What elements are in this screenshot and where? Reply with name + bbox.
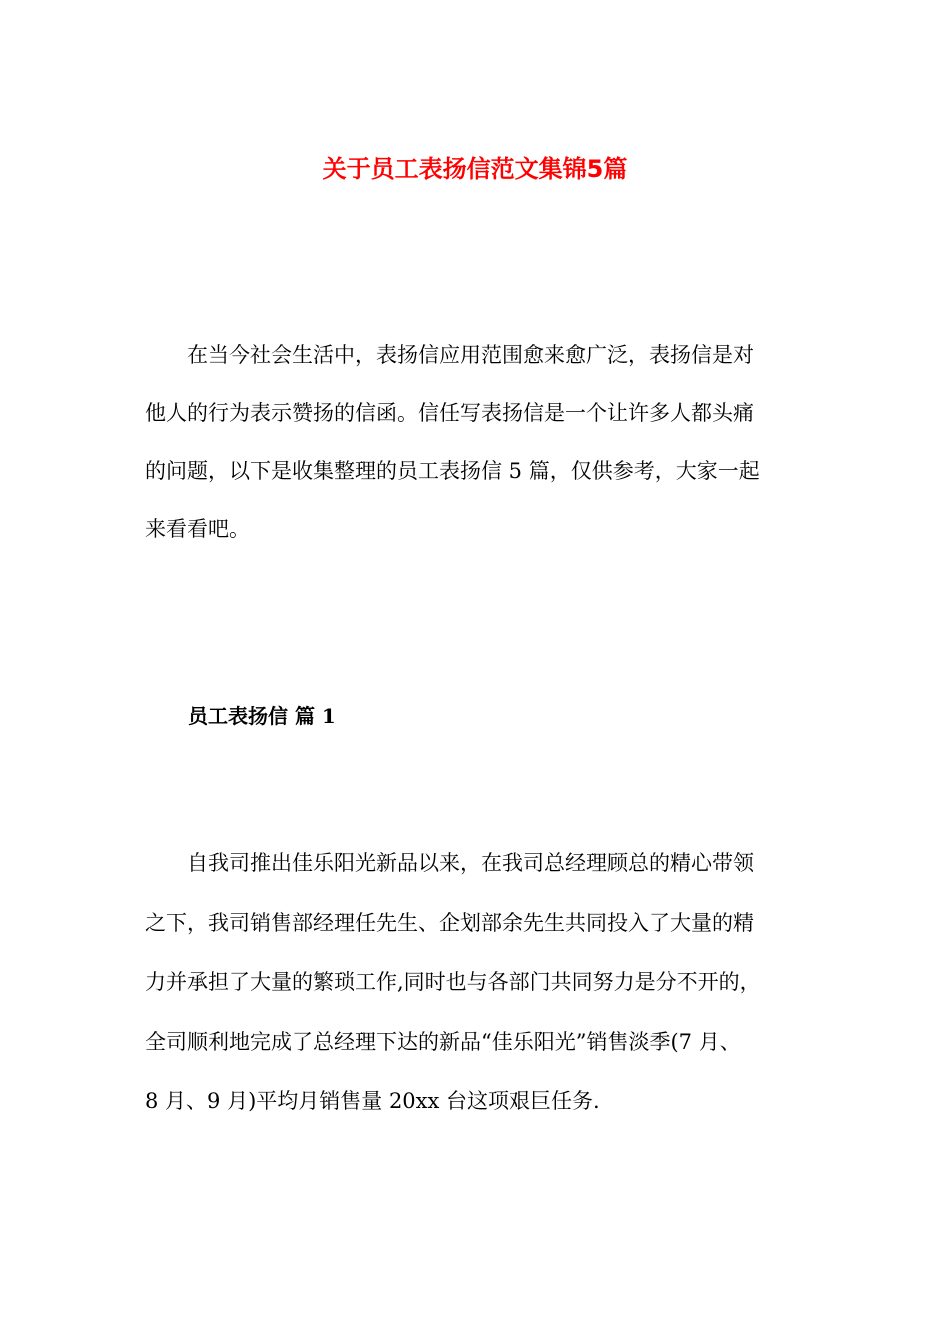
intro-line: 来看看吧。 bbox=[145, 517, 250, 541]
intro-line: 他人的行为表示赞扬的信函。信任写表扬信是一个让许多人都头痛 bbox=[145, 401, 754, 425]
section-line: 之下，我司销售部经理任先生、企划部余先生共同投入了大量的精 bbox=[145, 910, 754, 935]
section-line: 全司顺利地完成了总经理下达的新品“佳乐阳光”销售淡季(7 月、 bbox=[145, 1029, 741, 1054]
section-heading: 员工表扬信 篇 1 bbox=[188, 704, 336, 728]
section-line: 8 月、9 月)平均月销售量 20xx 台这项艰巨任务. bbox=[145, 1089, 600, 1113]
section-line: 力并承担了大量的繁琐工作,同时也与各部门共同努力是分不开的， bbox=[145, 970, 761, 994]
intro-line: 在当今社会生活中，表扬信应用范围愈来愈广泛，表扬信是对 bbox=[187, 343, 754, 367]
section-line: 自我司推出佳乐阳光新品以来，在我司总经理顾总的精心带领 bbox=[187, 851, 754, 875]
intro-line: 的问题，以下是收集整理的员工表扬信 5 篇，仅供参考，大家一起 bbox=[145, 459, 760, 483]
document-title: 关于员工表扬信范文集锦5篇 bbox=[322, 155, 628, 184]
intro-paragraph bbox=[145, 326, 805, 558]
section-paragraph bbox=[145, 834, 805, 1132]
